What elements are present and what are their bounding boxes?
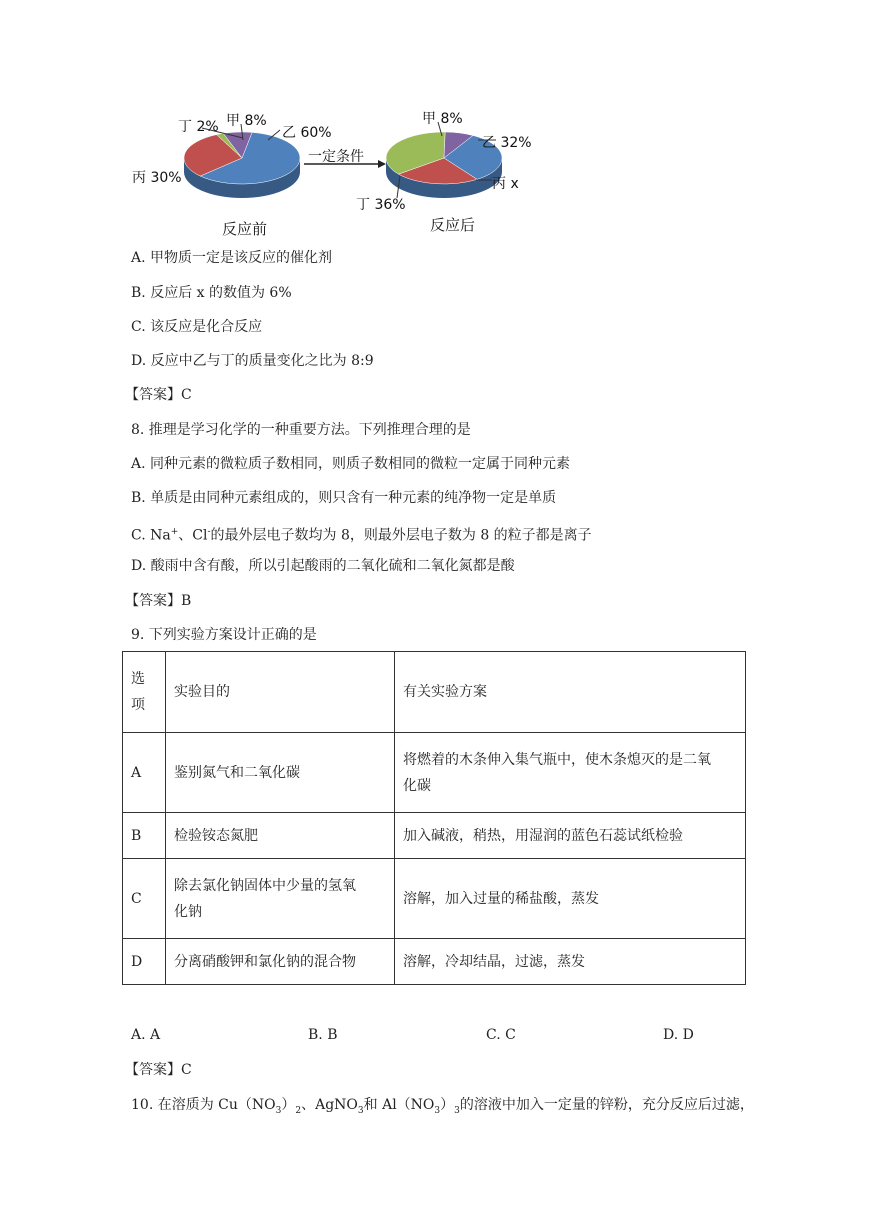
row-a-plan-line1: 将燃着的木条伸入集气瓶中，使木条熄灭的是二氧 — [403, 751, 711, 768]
q8-option-d: D. 酸雨中含有酸，所以引起酸雨的二氧化硫和二氧化氮都是酸 — [131, 558, 515, 574]
table-header-row — [123, 652, 746, 733]
q8-c-rest: 的最外层电子数均为 8，则最外层电子数为 8 的粒子都是离子 — [210, 527, 592, 544]
header-option — [123, 652, 166, 733]
q9-table — [122, 651, 746, 985]
q8-answer: 【答案】B — [125, 593, 192, 609]
q10-sub5: 3 — [454, 1105, 460, 1116]
row-b-plan: 加入碱液，稍热，用湿润的蓝色石蕊试纸检验 — [395, 813, 746, 859]
q7-option-c: C. 该反应是化合反应 — [131, 319, 263, 335]
reaction-pie-diagram — [130, 100, 570, 242]
row-c-option: C — [123, 859, 166, 939]
q10-stem — [131, 1095, 754, 1121]
table-row — [123, 733, 746, 813]
caption-after: 反应后 — [430, 216, 476, 234]
q10-part6: 的溶液中加入一定量的锌粉，充分反应后过滤， — [459, 1097, 754, 1113]
q10-part2: ） — [281, 1097, 296, 1113]
row-b-option: B — [123, 813, 166, 859]
q10-sub3: 3 — [357, 1105, 364, 1116]
q8-c-sup2: - — [207, 527, 211, 537]
row-c-purpose-line2: 化钠 — [174, 903, 202, 920]
q9-stem: 9. 下列实验方案设计正确的是 — [131, 627, 317, 643]
row-a-plan — [395, 733, 746, 813]
q10-part1: 10. 在溶质为 Cu（NO — [131, 1097, 276, 1113]
row-a-option: A — [123, 733, 166, 813]
q10-part4: 和 Al（NO — [363, 1097, 435, 1113]
q8-option-a: A. 同种元素的微粒质子数相同，则质子数相同的微粒一定属于同种元素 — [131, 456, 571, 472]
q9-choice-a: A. A — [131, 1027, 161, 1043]
row-a-purpose: 鉴别氮气和二氧化碳 — [166, 733, 395, 813]
q7-answer: 【答案】C — [125, 387, 192, 403]
q8-c-prefix: C. Na — [131, 527, 171, 544]
label-ding-before: 丁 2% — [178, 119, 219, 135]
q8-option-c — [131, 522, 592, 546]
q8-option-b: B. 单质是由同种元素组成的，则只含有一种元素的纯净物一定是单质 — [131, 490, 557, 506]
table-row — [123, 939, 746, 985]
label-jia-before: 甲 8% — [226, 113, 267, 129]
row-d-option: D — [123, 939, 166, 985]
row-c-plan: 溶解，加入过量的稀盐酸，蒸发 — [395, 859, 746, 939]
label-bing-before: 丙 30% — [132, 170, 182, 186]
arrow-head — [378, 160, 386, 168]
q8-c-mid: 、Cl — [178, 527, 208, 544]
q9-choice-d: D. D — [663, 1027, 694, 1043]
row-d-plan: 溶解，冷却结晶，过滤，蒸发 — [395, 939, 746, 985]
header-plan: 有关实验方案 — [395, 652, 746, 733]
q9-choice-b: B. B — [308, 1027, 338, 1043]
table-row — [123, 813, 746, 859]
q7-option-b: B. 反应后 x 的数值为 6% — [131, 285, 292, 301]
q9-answer: 【答案】C — [125, 1062, 192, 1078]
caption-before: 反应前 — [222, 220, 268, 238]
q7-option-d: D. 反应中乙与丁的质量变化之比为 8:9 — [131, 353, 374, 369]
header-option-a: 选 — [131, 671, 145, 687]
label-ding-after: 丁 36% — [356, 197, 406, 213]
q10-sub1: 3 — [275, 1105, 282, 1116]
label-jia-after: 甲 8% — [422, 111, 463, 127]
arrow-condition-label: 一定条件 — [308, 149, 364, 165]
label-bing-after: 丙 x — [492, 176, 519, 192]
header-purpose: 实验目的 — [166, 652, 395, 733]
label-yi-after: 乙 32% — [482, 135, 532, 151]
label-yi-before: 乙 60% — [282, 125, 332, 141]
table-row — [123, 859, 746, 939]
header-option-b: 项 — [131, 697, 145, 713]
row-c-purpose — [166, 859, 395, 939]
q8-stem: 8. 推理是学习化学的一种重要方法。下列推理合理的是 — [131, 422, 471, 438]
q7-option-a: A. 甲物质一定是该反应的催化剂 — [131, 250, 333, 266]
q8-c-sup1: + — [170, 527, 179, 537]
q10-part5: ） — [440, 1097, 455, 1113]
q10-part3: 、AgNO — [301, 1097, 358, 1113]
row-b-purpose: 检验铵态氮肥 — [166, 813, 395, 859]
q9-choice-c: C. C — [486, 1027, 516, 1043]
q10-sub4: 3 — [434, 1105, 441, 1116]
row-a-plan-line2: 化碳 — [403, 777, 431, 794]
q10-sub2: 2 — [295, 1105, 302, 1116]
row-d-purpose: 分离硝酸钾和氯化钠的混合物 — [166, 939, 395, 985]
row-c-purpose-line1: 除去氯化钠固体中少量的氢氧 — [174, 877, 356, 894]
